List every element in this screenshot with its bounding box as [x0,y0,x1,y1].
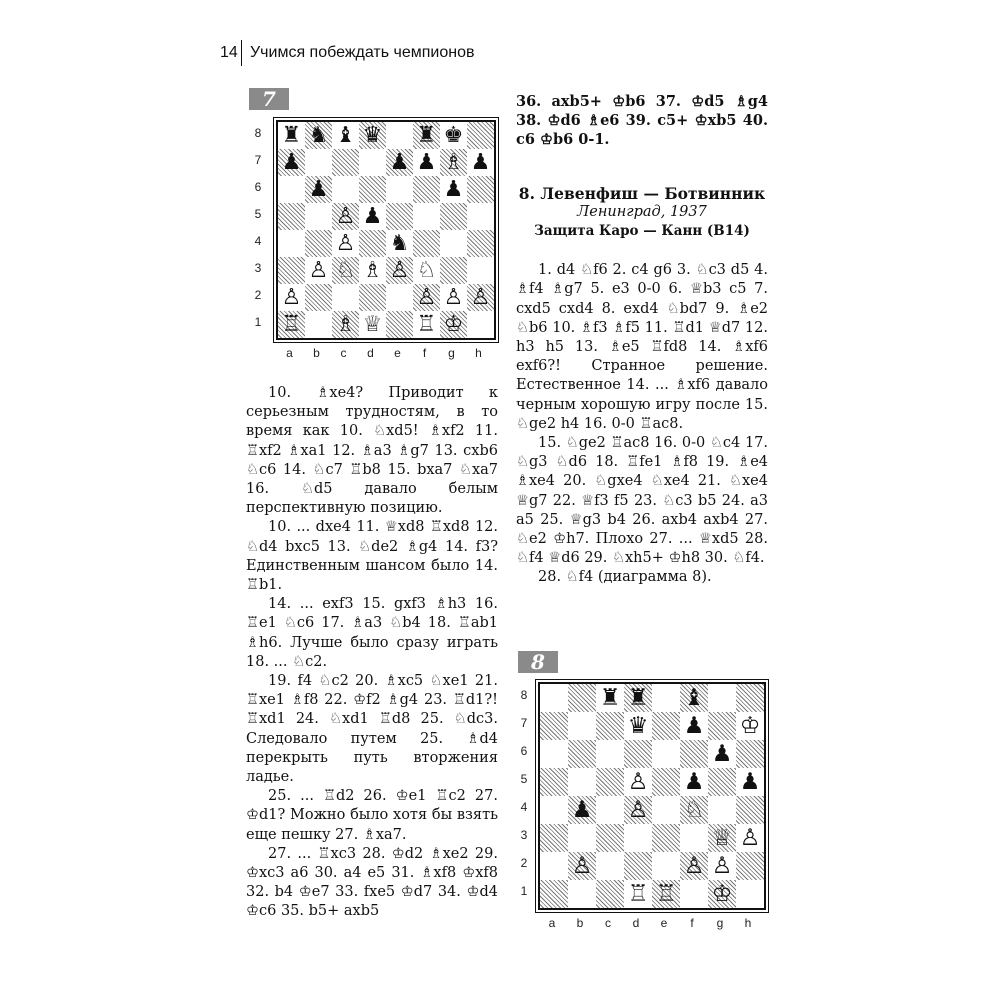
light-square [278,176,305,203]
diagram-7-label: 7 [249,88,289,110]
header-divider [241,40,242,66]
chess-piece: ♟ [739,768,761,795]
rank-label: 5 [254,206,262,221]
chess-piece: ♕ [362,311,383,337]
chess-piece: ♙ [389,257,410,283]
chess-piece: ♘ [416,257,437,283]
rank-label: 4 [254,233,262,248]
dark-square [652,768,680,796]
light-square [736,880,764,908]
game-moves: 1. d4 ♘f6 2. c4 g6 3. ♘c3 d5 4. ♗f4 ♗g7 5. e3 0-0 6. ♕b3 c5 7. cxd5 cxd4 8. exd4 ♘bd7 9. ♗e2 ♘b6 10. ♗f3 ♗f5 11. ♖d1 ♕d7 12. h3 h5 13. ♗e5 ♖fd8 14. ♗xf6 exf6?! Странное решение. Естественное 14. ... ♗xf6 давало черным хорошую игру после 15. ♘ge2 h4 16. 0-0 ♖ac8. [516,262,768,432]
dark-square [736,852,764,880]
chess-piece: ♛ [627,712,649,739]
dark-square [540,768,568,796]
chess-piece: ♔ [739,712,761,739]
file-label: f [422,346,427,360]
chess-piece: ♟ [470,149,491,175]
dark-square [540,824,568,852]
chess-piece: ♜ [281,122,302,148]
chess-piece: ♖ [655,880,677,907]
dark-square [413,230,440,257]
dark-square [359,176,386,203]
dark-square [386,311,413,338]
light-square [467,311,494,338]
dark-square [467,122,494,149]
chess-piece: ♙ [711,852,733,879]
chess-piece: ♗ [335,311,356,337]
chess-piece: ♝ [683,684,705,711]
chess-piece: ♞ [389,230,410,256]
dark-square [568,740,596,768]
light-square [568,712,596,740]
chess-piece: ♟ [683,768,705,795]
light-square [596,740,624,768]
file-label: d [632,916,640,930]
commentary-paragraph: 10. ... dxe4 11. ♕xd8 ♖xd8 12. ♘d4 bxc5 13. ♘de2 ♗g4 14. f3? Единственным шансом было 14. ♖b1. [246,519,498,594]
light-square [540,796,568,824]
chess-piece: ♖ [281,311,302,337]
rank-label: 3 [520,828,528,842]
dark-square [736,740,764,768]
chess-diagram-8 [516,676,772,928]
chess-piece: ♙ [571,852,593,879]
game-moves: 28. ♘f4 (диаграмма 8). [538,569,712,586]
light-square [568,768,596,796]
file-label: d [367,346,374,360]
commentary-paragraph: 27. ... ♖xc3 28. ♔d2 ♗xe2 29. ♔xc3 a6 30. a4 e5 31. ♗xf8 ♔xf8 32. b4 ♔e7 33. fxe5 ♔d7 34. ♔d4 ♔c6 35. b5+ axb5 [246,845,498,920]
chess-piece: ♟ [711,740,733,767]
chess-diagram-7 [246,112,502,370]
dark-square [596,824,624,852]
light-square [359,149,386,176]
chess-piece: ♙ [739,824,761,851]
chess-piece: ♞ [308,122,329,148]
chess-piece: ♙ [281,284,302,310]
light-square [386,176,413,203]
light-square [467,203,494,230]
chess-piece: ♘ [335,257,356,283]
light-square [596,796,624,824]
chess-piece: ♚ [443,122,464,148]
dark-square [440,257,467,284]
chess-piece: ♟ [683,712,705,739]
chess-piece: ♘ [683,796,705,823]
chess-piece: ♖ [627,880,649,907]
chess-piece: ♜ [627,684,649,711]
chess-piece: ♙ [627,796,649,823]
dark-square [278,203,305,230]
dark-square [596,880,624,908]
chess-piece: ♙ [470,284,491,310]
chess-piece: ♟ [308,176,329,202]
rank-label: 4 [520,800,528,814]
dark-square [305,284,332,311]
light-square [652,796,680,824]
dark-square [624,740,652,768]
chess-piece: ♟ [362,203,383,229]
dark-square [386,203,413,230]
light-square [386,122,413,149]
commentary-paragraph: 19. f4 ♘c2 20. ♗xc5 ♘xe1 21. ♖xe1 ♗f8 22. ♔f2 ♗g4 23. ♖d1?! ♖xd1 24. ♘xd1 ♖d8 25. ♘dc3. Следовало путем 25. ♗d4 перекрыть путь вторжения ладье. [246,673,498,786]
chess-piece: ♟ [443,176,464,202]
dark-square [568,684,596,712]
chess-piece: ♙ [335,203,356,229]
file-label: h [744,916,752,930]
chess-piece: ♜ [599,684,621,711]
chess-piece: ♙ [683,852,705,879]
dark-square [680,740,708,768]
diagram-8-label: 8 [518,651,558,673]
light-square [540,684,568,712]
light-square [305,203,332,230]
dark-square [332,149,359,176]
chess-piece: ♗ [443,149,464,175]
light-square [540,740,568,768]
dark-square [305,230,332,257]
light-square [386,284,413,311]
game-place: Ленинград, 1937 [577,203,707,220]
game-moves: 15. ♘ge2 ♖ac8 16. 0-0 ♘c4 17. ♘g3 ♘d6 18. ♖fe1 ♗f8 19. ♗e4 ♗xe4 20. ♘gxe4 ♘xe4 21. ♘xe4 ♕g7 22. ♕f3 f5 23. ♘c3 b5 24. a3 a5 25. ♕g3 b4 26. axb4 axb4 27. ♘e2 ♔h7. Плохо 27. ... ♕xd5 28. ♘f4 ♕d6 29. ♘xh5+ ♔h8 30. ♘f4. [516,435,768,567]
chess-piece: ♟ [571,796,593,823]
chess-piece: ♙ [416,284,437,310]
light-square [568,880,596,908]
light-square [708,796,736,824]
light-square [568,824,596,852]
commentary-paragraph: 10. ♗xe4? Приводит к серьезным трудностям, в то время как 10. ♘xd5! ♗xf2 11. ♖xf2 ♗xa1 12. ♗a3 ♗g7 13. cxb6 ♘c6 14. ♘c7 ♖b8 15. bxa7 ♘xa7 16. ♘d5 давало белым перспективную позицию. [246,385,498,517]
chess-piece: ♙ [335,230,356,256]
chess-piece: ♙ [627,768,649,795]
chess-piece: ♛ [362,122,383,148]
dark-square [708,712,736,740]
dark-square [624,852,652,880]
chess-piece: ♙ [443,284,464,310]
rank-label: 6 [520,744,528,758]
chess-piece: ♟ [281,149,302,175]
file-label: b [313,346,320,360]
light-square [652,684,680,712]
page-number: 14 [220,44,238,61]
dark-square [413,176,440,203]
chess-piece: ♔ [443,311,464,337]
chess-piece: ♗ [362,257,383,283]
chess-piece: ♙ [308,257,329,283]
light-square [624,824,652,852]
file-label: h [475,346,482,360]
file-label: e [394,346,401,360]
dark-square [596,768,624,796]
chess-piece: ♖ [416,311,437,337]
light-square [440,230,467,257]
file-label: g [448,346,455,360]
rank-label: 2 [520,856,528,870]
dark-square [359,230,386,257]
chess-board [538,682,766,910]
light-square [708,684,736,712]
chess-piece: ♟ [416,149,437,175]
dark-square [596,712,624,740]
game-title: 8. Левенфиш — Ботвинник [518,183,766,203]
light-square [596,852,624,880]
right-column-text [516,92,768,588]
light-square [305,311,332,338]
light-square [540,852,568,880]
dark-square [359,284,386,311]
file-label: a [286,346,293,360]
light-square [332,284,359,311]
dark-square [736,796,764,824]
dark-square [440,203,467,230]
dark-square [540,712,568,740]
light-square [413,203,440,230]
running-title: Учимся побеждать чемпионов [250,44,475,61]
light-square [278,230,305,257]
file-label: c [340,346,347,360]
rank-label: 3 [254,260,262,275]
dark-square [467,176,494,203]
dark-square [652,712,680,740]
light-square [680,824,708,852]
light-square [680,880,708,908]
rank-label: 7 [520,716,528,730]
rank-label: 1 [254,314,262,329]
chess-piece: ♔ [711,880,733,907]
chess-piece: ♟ [389,149,410,175]
light-square [467,257,494,284]
rank-label: 2 [254,287,262,302]
chess-piece: ♕ [711,824,733,851]
light-square [652,852,680,880]
file-label: e [660,916,668,930]
chess-board [276,120,496,340]
dark-square [708,768,736,796]
rank-label: 5 [520,772,528,786]
dark-square [540,880,568,908]
light-square [305,149,332,176]
file-label: f [690,916,694,930]
dark-square [467,230,494,257]
left-column-text [246,384,498,922]
file-label: c [605,916,611,930]
rank-label: 1 [520,884,528,898]
commentary-paragraph: 25. ... ♖d2 26. ♔e1 ♖c2 27. ♔d1? Можно было хотя бы взять еще пешку 27. ♗xa7. [246,788,498,843]
commentary-paragraph: 14. ... exf3 15. gxf3 ♗h3 16. ♖e1 ♘c6 17. ♗a3 ♘b4 18. ♖ab1 ♗h6. Лучше было сразу играть 18. ... ♘c2. [246,596,498,670]
rank-label: 7 [254,152,262,167]
rank-label: 8 [520,688,528,702]
rank-label: 6 [254,179,262,194]
game-opening: Защита Каро — Канн (B14) [534,223,750,240]
game-continuation: 36. axb5+ ♔b6 37. ♔d5 ♗g4 38. ♔d6 ♗e6 39. c5+ ♔xb5 40. c6 ♔b6 0-1. [516,93,768,149]
file-label: a [548,916,556,930]
rank-label: 8 [254,125,262,140]
dark-square [736,684,764,712]
light-square [332,176,359,203]
file-label: g [716,916,724,930]
dark-square [652,824,680,852]
light-square [652,740,680,768]
dark-square [278,257,305,284]
chess-piece: ♝ [335,122,356,148]
chess-piece: ♜ [416,122,437,148]
file-label: b [576,916,584,930]
